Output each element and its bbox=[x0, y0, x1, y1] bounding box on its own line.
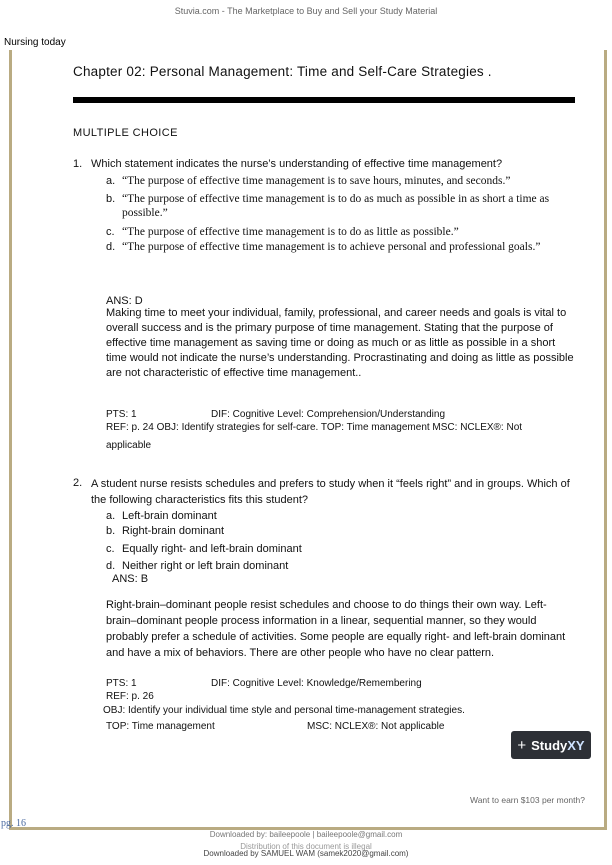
studyxy-brand-xy: XY bbox=[567, 737, 585, 753]
plus-icon: + bbox=[517, 736, 527, 754]
studyxy-brand-study: Study bbox=[531, 737, 568, 753]
promo-link[interactable]: Want to earn $103 per month? bbox=[470, 795, 585, 805]
q1-number: 1. bbox=[73, 158, 83, 170]
q2-option-c-text: Equally right- and left-brain dominant bbox=[122, 543, 302, 555]
q1-option-a-letter: a. bbox=[106, 175, 116, 187]
q2-option-a-text: Left-brain dominant bbox=[122, 510, 217, 522]
q2-obj: OBJ: Identify your individual time style and personal time-management strategies. bbox=[103, 705, 465, 716]
q1-dif: DIF: Cognitive Level: Comprehension/Understanding bbox=[211, 409, 446, 420]
q1-option-d-letter: d. bbox=[106, 241, 116, 253]
download-notice: Downloaded by: baileepoole | baileepoole@gmail.com bbox=[209, 830, 403, 839]
q1-option-b-letter: b. bbox=[106, 193, 116, 205]
q2-number: 2. bbox=[73, 477, 83, 489]
q2-answer: ANS: B bbox=[112, 573, 149, 585]
q2-option-b-text: Right-brain dominant bbox=[122, 525, 225, 537]
q2-rationale: Right-brain–dominant people resist schedules and choose to do things their own way. Left-brain–dominant people process information in a linear, sequential manner, so they would probably prefer a schedule of activities. Some people are equally right- and left-brain dominant and have a mix of behaviors. There are other people who have no clear pattern. bbox=[106, 599, 566, 659]
q1-option-a-text: “The purpose of effective time management is to save hours, minutes, and seconds.” bbox=[122, 175, 511, 187]
q2-option-b-letter: b. bbox=[106, 525, 116, 537]
q1-option-c-text: “The purpose of effective time management is to do as little as possible.” bbox=[122, 226, 459, 238]
q2-option-c-letter: c. bbox=[106, 543, 115, 555]
q1-options bbox=[73, 174, 578, 264]
q2-option-a-letter: a. bbox=[106, 510, 116, 522]
page-number: pg. 16 bbox=[1, 818, 26, 829]
q2-options bbox=[73, 509, 578, 572]
q1-rationale: Making time to meet your individual, family, professional, and career needs and goals is vital to overall success and is the primary purpose of time management. Stating that the purpose of effective time management as saving time or doing as much or as little as possible in a short time would not indicate the nurse’s understanding. Procrastinating and doing as little as possible are not characteristic of effective time management.. bbox=[106, 307, 574, 379]
section-heading: MULTIPLE CHOICE bbox=[73, 127, 178, 139]
distribution-notice: Distribution of this document is illegal bbox=[240, 842, 372, 851]
q2-option-d-text: Neither right or left brain dominant bbox=[122, 560, 289, 572]
q1-pts: PTS: 1 bbox=[106, 409, 137, 420]
running-head: Nursing today bbox=[4, 37, 66, 48]
q1-ref: REF: p. 24 OBJ: Identify strategies for self-care. TOP: Time management MSC: NCLEX®: Not bbox=[106, 422, 523, 433]
download-notice-2: Downloaded by SAMUEL WAM (samek2020@gmail.com) bbox=[203, 849, 409, 858]
title-rule bbox=[73, 97, 575, 103]
q2-ref: REF: p. 26 bbox=[106, 691, 154, 702]
q1-answer: ANS: D bbox=[106, 295, 143, 307]
q1-ref-cont: applicable bbox=[106, 440, 152, 451]
q1-stem: Which statement indicates the nurse’s understanding of effective time management? bbox=[91, 158, 503, 170]
q1-option-d-text: “The purpose of effective time management is to achieve personal and professional goals.” bbox=[122, 241, 541, 253]
q2-stem: A student nurse resists schedules and prefers to study when it “feels right” and in groups. Which of the following characteristics fits this student? bbox=[91, 478, 570, 506]
top-banner: Stuvia.com - The Marketplace to Buy and Sell your Study Material bbox=[174, 6, 438, 16]
q2-option-d-letter: d. bbox=[106, 560, 116, 572]
q1-option-c-letter: c. bbox=[106, 226, 115, 238]
q1-option-b-text: “The purpose of effective time management is to do as much as possible in as short a time as possible.” bbox=[122, 193, 550, 219]
studyxy-logo[interactable] bbox=[511, 731, 591, 759]
chapter-title: Chapter 02: Personal Management: Time and Self-Care Strategies . bbox=[73, 64, 492, 79]
q2-dif: DIF: Cognitive Level: Knowledge/Remembering bbox=[211, 678, 422, 689]
q2-top: TOP: Time management bbox=[106, 721, 215, 732]
q2-msc: MSC: NCLEX®: Not applicable bbox=[307, 721, 445, 732]
q2-pts: PTS: 1 bbox=[106, 678, 137, 689]
